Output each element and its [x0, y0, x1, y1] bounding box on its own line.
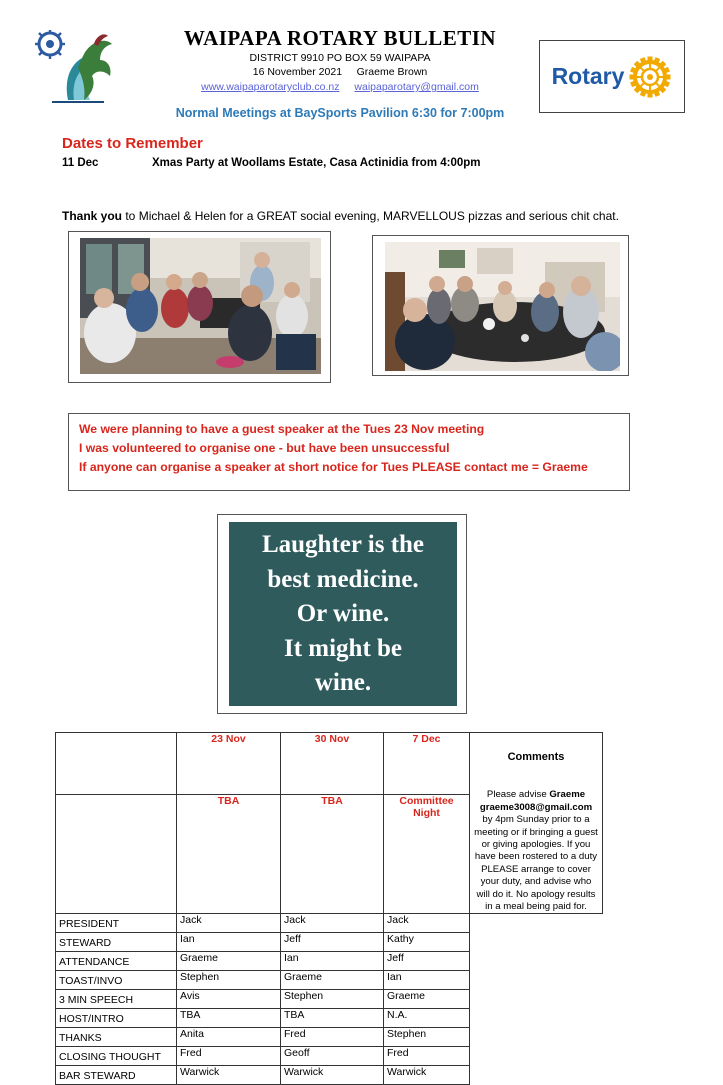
- roster-assignee: Fred: [384, 1047, 470, 1066]
- roster-comments: [470, 733, 603, 914]
- roster-assignee: Warwick: [281, 1066, 384, 1085]
- roster-meeting-type: TBA: [177, 794, 281, 914]
- notice-line: I was volunteered to organise one - but have been unsuccessful: [79, 441, 450, 455]
- roster-role: PRESIDENT: [56, 914, 177, 933]
- website-link[interactable]: www.waipaparotaryclub.co.nz: [201, 81, 340, 93]
- comments-contact-email: graeme3008@gmail.com: [479, 801, 593, 813]
- duty-roster-table: [55, 732, 603, 1085]
- roster-role: TOAST/INVO: [56, 971, 177, 990]
- table-row: [56, 1009, 603, 1028]
- table-row: [56, 952, 603, 971]
- roster-assignee: Graeme: [177, 952, 281, 971]
- bulletin-title: WAIPAPA ROTARY BULLETIN: [183, 26, 497, 50]
- thank-you-note: [62, 209, 619, 223]
- roster-assignee: Jack: [177, 914, 281, 933]
- table-row: [56, 971, 603, 990]
- roster-assignee: Fred: [281, 1028, 384, 1047]
- roster-assignee: Warwick: [177, 1066, 281, 1085]
- roster-assignee: Jack: [281, 914, 384, 933]
- roster-assignee: Warwick: [384, 1066, 470, 1085]
- roster-assignee: Kathy: [384, 933, 470, 952]
- roster-role: STEWARD: [56, 933, 177, 952]
- social-evening-photo-2: [372, 235, 629, 376]
- roster-role: BAR STEWARD: [56, 1066, 177, 1085]
- quote-line: It might be: [283, 634, 403, 662]
- roster-assignee: Ian: [177, 933, 281, 952]
- roster-assignee: Jack: [384, 914, 470, 933]
- roster-role: THANKS: [56, 1028, 177, 1047]
- table-row: [56, 1066, 603, 1085]
- email-link[interactable]: waipaparotary@gmail.com: [354, 81, 479, 93]
- table-row: [56, 933, 603, 952]
- roster-role: ATTENDANCE: [56, 952, 177, 971]
- quote-line: wine.: [314, 669, 372, 696]
- roster-assignee: Fred: [177, 1047, 281, 1066]
- quote-line: Or wine.: [296, 600, 390, 627]
- roster-assignee: Ian: [384, 971, 470, 990]
- rotary-wordmark: Rotary: [551, 63, 625, 89]
- quote-card: [229, 522, 457, 706]
- roster-blank: [56, 794, 177, 914]
- roster-assignee: Stephen: [384, 1028, 470, 1047]
- notice-line: We were planning to have a guest speaker at the Tues 23 Nov meeting: [79, 422, 485, 436]
- roster-assignee: Anita: [177, 1028, 281, 1047]
- issue-date-author: 16 November 2021 Graeme Brown: [252, 66, 428, 78]
- table-row: [56, 1028, 603, 1047]
- meeting-info: Normal Meetings at BaySports Pavilion 6:30 for 7:00pm: [175, 106, 505, 120]
- roster-assignee: Avis: [177, 990, 281, 1009]
- table-row: [56, 1047, 603, 1066]
- club-logo: [34, 30, 116, 106]
- roster-assignee: TBA: [177, 1009, 281, 1028]
- comments-text: by 4pm Sunday prior to a meeting or if bringing a guest or giving apologies. If you have been rostered to a duty PLEASE arrange to cover your duty, and advise who will do it. No apology results in a meal being paid for.: [474, 814, 598, 913]
- roster-role: 3 MIN SPEECH: [56, 990, 177, 1009]
- roster-assignee: Stephen: [281, 990, 384, 1009]
- event-description: Xmas Party at Woollams Estate, Casa Actinidia from 4:00pm: [152, 157, 481, 169]
- roster-date-row: [56, 733, 603, 795]
- comments-text: Please advise: [486, 789, 550, 801]
- thank-you-text: to Michael & Helen for a GREAT social evening, MARVELLOUS pizzas and serious chit chat.: [122, 209, 619, 223]
- event-date: 11 Dec: [62, 157, 99, 169]
- roster-meeting-type: Committee Night: [384, 794, 470, 914]
- header-links: [140, 81, 540, 93]
- roster-meeting-type: TBA: [281, 794, 384, 914]
- comments-contact-name: Graeme: [549, 789, 586, 801]
- roster-role: CLOSING THOUGHT: [56, 1047, 177, 1066]
- roster-assignee: Graeme: [281, 971, 384, 990]
- roster-assignee: Geoff: [281, 1047, 384, 1066]
- roster-corner: [56, 733, 177, 795]
- roster-role: HOST/INTRO: [56, 1009, 177, 1028]
- roster-assignee: Ian: [281, 952, 384, 971]
- thank-you-lead: Thank you: [62, 209, 123, 223]
- laughter-quote: [217, 514, 467, 714]
- notice-line: If anyone can organise a speaker at short notice for Tues PLEASE contact me = Graeme: [79, 460, 588, 474]
- dates-heading: Dates to Remember: [62, 135, 203, 152]
- table-row: [56, 914, 603, 933]
- roster-assignee: Jeff: [384, 952, 470, 971]
- roster-date: 23 Nov: [177, 733, 281, 795]
- quote-line: best medicine.: [267, 565, 419, 593]
- guest-speaker-notice: [68, 413, 630, 491]
- roster-assignee: Jeff: [281, 933, 384, 952]
- roster-assignee: TBA: [281, 1009, 384, 1028]
- quote-line: Laughter is the: [261, 531, 425, 558]
- comments-title: Comments: [507, 751, 565, 763]
- table-row: [56, 990, 603, 1009]
- roster-assignee: Stephen: [177, 971, 281, 990]
- rotary-logo: [539, 40, 685, 113]
- rotary-wheel-icon: [628, 55, 672, 99]
- district-address: DISTRICT 9910 PO BOX 59 WAIPAPA: [249, 52, 431, 64]
- roster-assignee: Graeme: [384, 990, 470, 1009]
- roster-assignee: N.A.: [384, 1009, 470, 1028]
- roster-date: 30 Nov: [281, 733, 384, 795]
- roster-date: 7 Dec: [384, 733, 470, 795]
- social-evening-photo-1: [68, 231, 331, 383]
